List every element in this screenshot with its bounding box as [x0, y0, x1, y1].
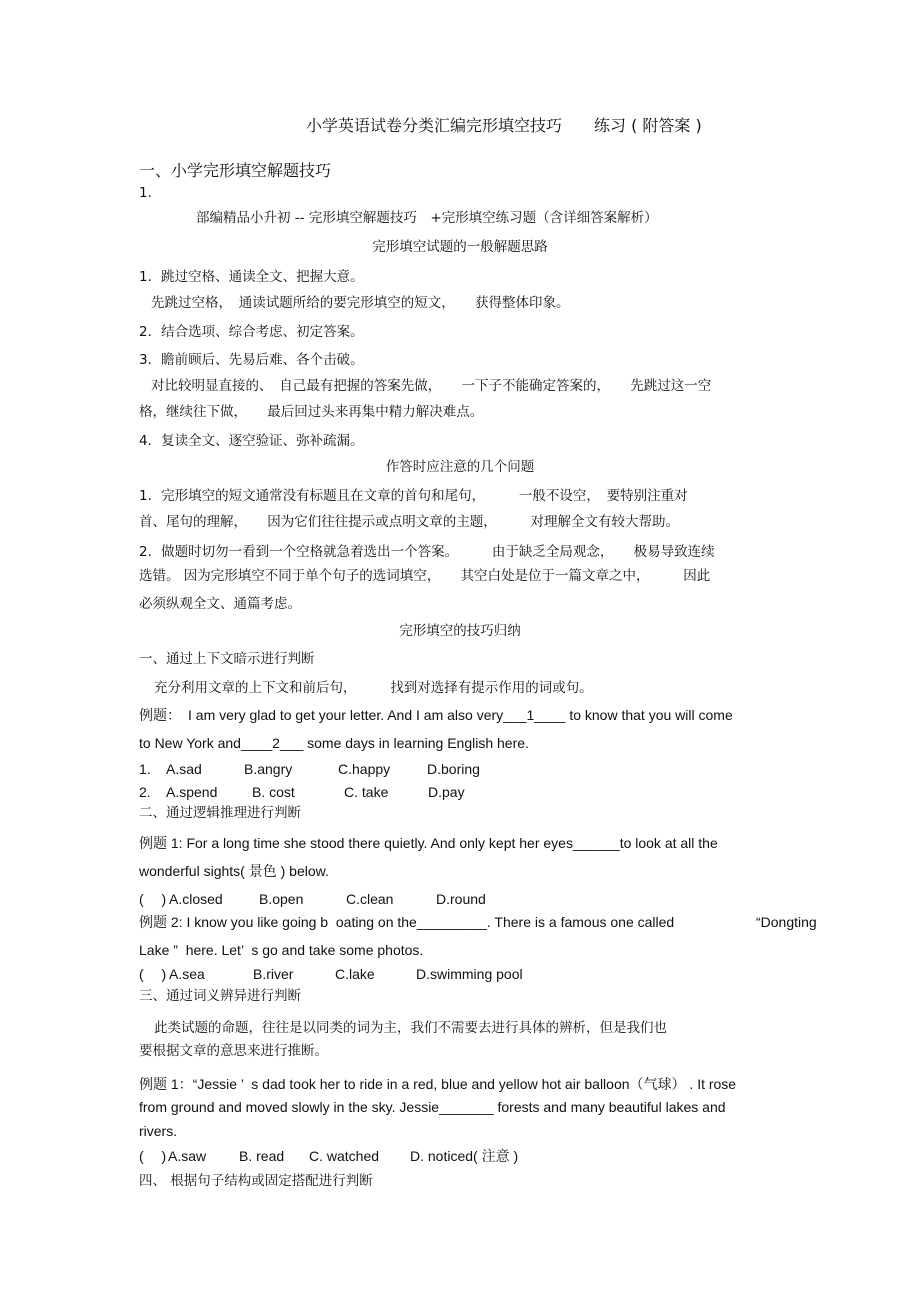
- technique-heading: 三、通过词义辨异进行判断: [139, 988, 301, 1004]
- option-d: D.pay: [428, 784, 465, 800]
- option-c: C. take: [344, 784, 389, 800]
- subtitle: 部编精品小升初 -- 完形填空解题技巧 +完形填空练习题（含详细答案解析）: [196, 210, 658, 226]
- notes-line: 选错。 因为完形填空不同于单个句子的选词填空， 其空白处是位于一篇文章之中， 因此: [139, 568, 711, 584]
- technique-heading: 一、通过上下文暗示进行判断: [139, 651, 315, 667]
- approach-line: 3．瞻前顾后、先易后难、各个击破。: [139, 352, 364, 368]
- question-number: 2.: [139, 784, 151, 800]
- option-c: C.lake: [335, 966, 375, 982]
- section-heading: 一、小学完形填空解题技巧: [139, 161, 332, 180]
- option-c: C.happy: [338, 761, 391, 777]
- question-number: 1.: [139, 761, 151, 777]
- approach-line: 对比较明显直接的、 自己最有把握的答案先做， 一下子不能确定答案的， 先跳过这一空: [151, 378, 712, 394]
- page-title: 小学英语试卷分类汇编完形填空技巧 练习 ( 附答案 ): [306, 116, 702, 135]
- approach-line: 先跳过空格， 通读试题所给的要完形填空的短文， 获得整体印象。: [151, 295, 570, 311]
- option-a: A.spend: [166, 784, 218, 800]
- subheading-general-approach: 完形填空试题的一般解题思路: [372, 239, 548, 255]
- example-line: to New York and____2___ some days in learning English here.: [139, 735, 529, 751]
- option-a: A.sad: [166, 761, 202, 777]
- technique-desc: 此类试题的命题，往往是以同类的词为主，我们不需要去进行具体的辨析，但是我们也: [154, 1020, 667, 1036]
- answer-paren: ( ): [139, 966, 167, 982]
- option-b: B.river: [253, 966, 294, 982]
- technique-desc: 要根据文章的意思来进行推断。: [139, 1043, 328, 1059]
- option-a: A.saw: [168, 1148, 207, 1164]
- option-b: B. read: [239, 1148, 285, 1164]
- example-line: 例题 1: For a long time she stood there quietly. And only kept her eyes______to look at all the: [139, 835, 718, 851]
- option-b: B.angry: [244, 761, 293, 777]
- example-line: rivers.: [139, 1123, 178, 1139]
- notes-line: 必须纵观全文、通篇考虑。: [139, 596, 301, 612]
- option-a: A.sea: [169, 966, 205, 982]
- subheading-techniques: 完形填空的技巧归纳: [399, 623, 521, 639]
- option-c: C.clean: [346, 891, 394, 907]
- answer-paren: ( ): [139, 1148, 167, 1164]
- example-line: wonderful sights( 景色 ) below.: [139, 863, 329, 879]
- approach-line: 格，继续往下做， 最后回过头来再集中精力解决难点。: [139, 404, 484, 420]
- approach-line: 4．复读全文、逐空验证、弥补疏漏。: [139, 433, 364, 449]
- example-line: 例题： I am very glad to get your letter. And I am also very___1____ to know that you will come: [139, 707, 733, 723]
- subheading-notes: 作答时应注意的几个问题: [385, 459, 535, 475]
- option-d: D.boring: [427, 761, 480, 777]
- item-number: 1．: [139, 185, 162, 201]
- technique-heading: 二、通过逻辑推理进行判断: [139, 805, 301, 821]
- approach-line: 2．结合选项、综合考虑、初定答案。: [139, 324, 364, 340]
- technique-desc: 充分利用文章的上下文和前后句， 找到对选择有提示作用的词或句。: [154, 680, 593, 696]
- example-line-end: “Dongting: [756, 914, 817, 930]
- example-line: Lake ” here. Let’ s go and take some photos.: [139, 942, 424, 958]
- notes-line: 首、尾句的理解， 因为它们往往提示或点明文章的主题， 对理解全文有较大帮助。: [139, 514, 679, 530]
- technique-heading: 四、 根据句子结构或固定搭配进行判断: [139, 1173, 373, 1189]
- option-d: D.round: [436, 891, 486, 907]
- notes-line: 1．完形填空的短文通常没有标题且在文章的首句和尾句， 一般不设空， 要特别注重对: [139, 488, 688, 504]
- example-line: 例题 2: I know you like going b oating on the_________. There is a famous one called: [139, 914, 675, 930]
- notes-line: 2．做题时切勿一看到一个空格就急着选出一个答案。 由于缺乏全局观念， 极易导致连续: [139, 544, 715, 560]
- example-line: 例题 1：“Jessie ’ s dad took her to ride in a red, blue and yellow hot air balloon（气球） . It rose: [139, 1076, 737, 1092]
- approach-line: 1．跳过空格、通读全文、把握大意。: [139, 269, 364, 285]
- option-d: D. noticed( 注意 ): [410, 1148, 519, 1164]
- option-b: B.open: [259, 891, 304, 907]
- option-c: C. watched: [309, 1148, 380, 1164]
- option-d: D.swimming pool: [416, 966, 523, 982]
- option-a: A.closed: [169, 891, 223, 907]
- option-b: B. cost: [252, 784, 295, 800]
- answer-paren: ( ): [139, 891, 167, 907]
- example-line: from ground and moved slowly in the sky. Jessie_______ forests and many beautiful lakes and: [139, 1099, 726, 1115]
